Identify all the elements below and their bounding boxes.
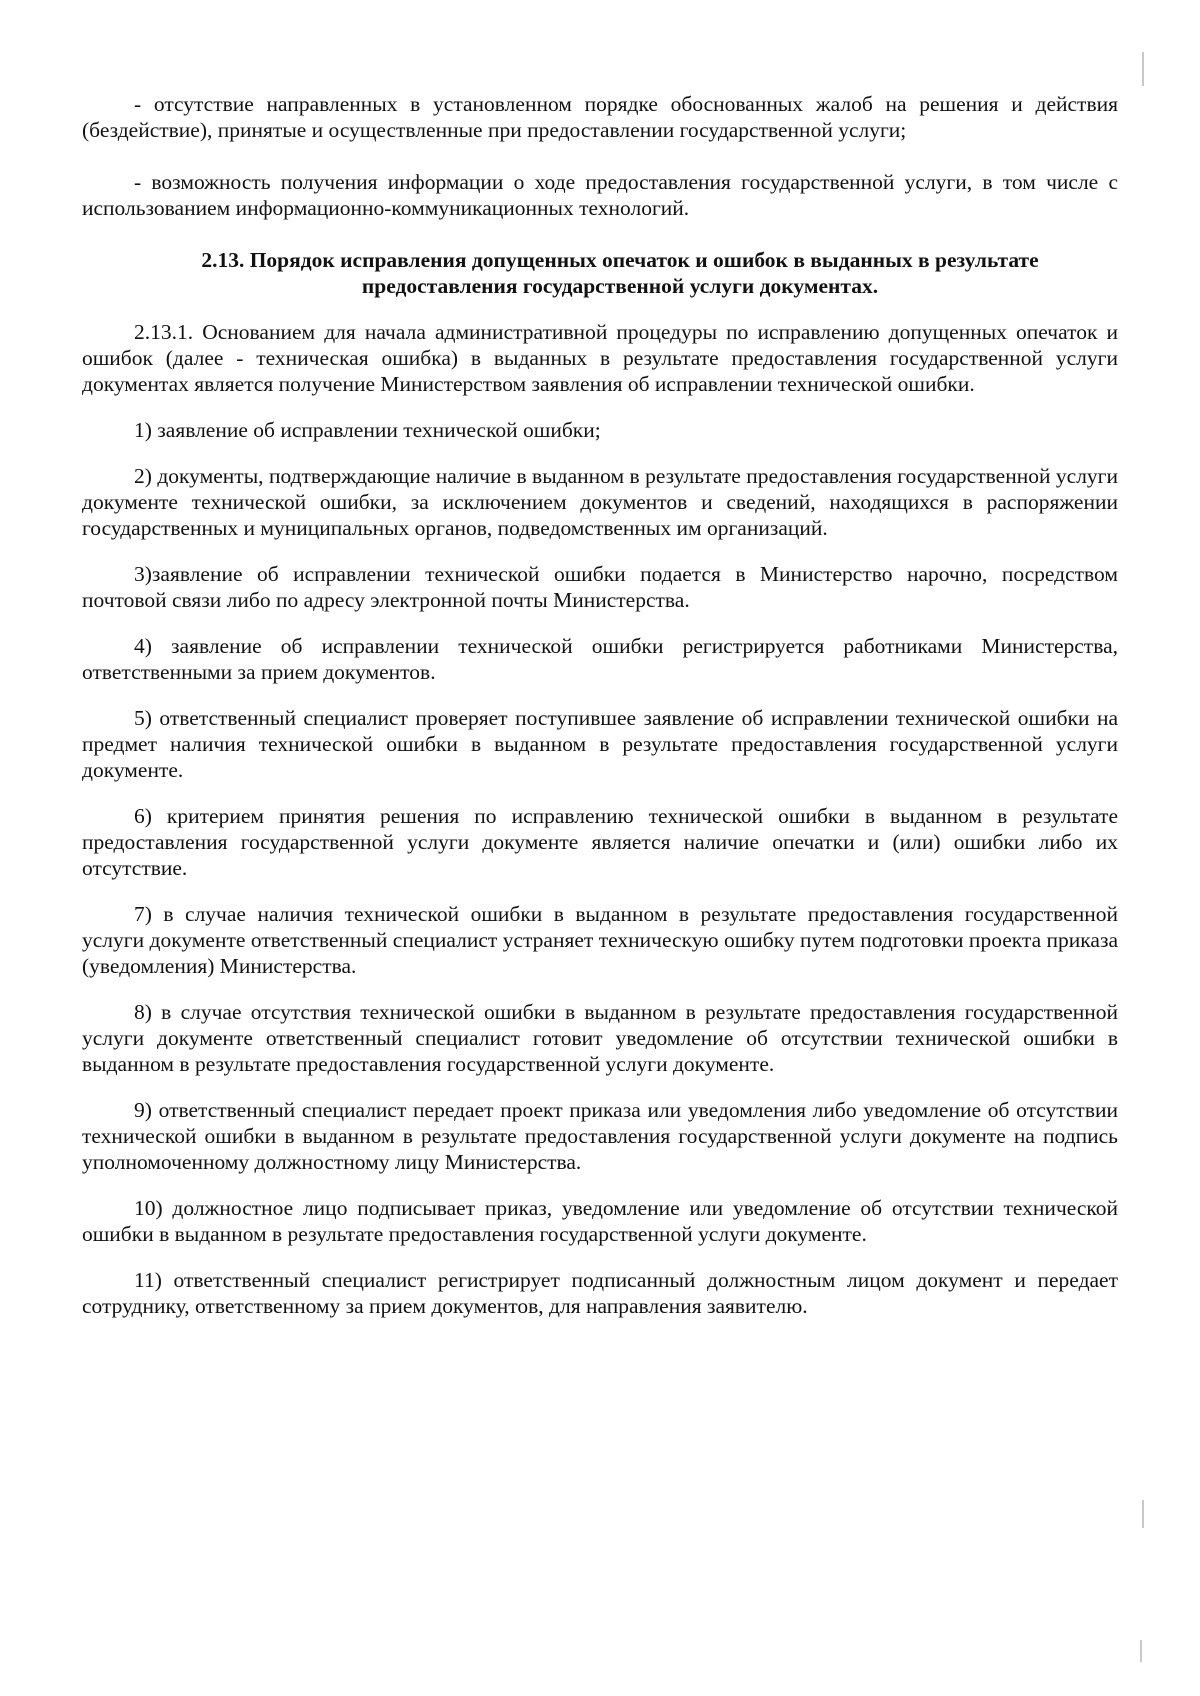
scan-artifact [1140, 1640, 1142, 1662]
list-item-5: 5) ответственный специалист проверяет поступившее заявление об исправлении технической ошибки на предмет наличия технической ошибки в выданном в результате предоставления государственной услуги документе. [82, 706, 1118, 782]
list-item-1: 1) заявление об исправлении технической ошибки; [134, 418, 601, 442]
list-item-4: 4) заявление об исправлении технической ошибки регистрируется работниками Министерства, ответственными за прием документов. [82, 634, 1118, 684]
list-item-11: 11) ответственный специалист регистрирует подписанный должностным лицом документ и передает сотруднику, ответственному за прием документов, для направления заявителю. [82, 1268, 1118, 1318]
list-item-6: 6) критерием принятия решения по исправлению технической ошибки в выданном в результате предоставления государственной услуги документе является наличие опечатки и (или) ошибки либо их отсутствие. [82, 804, 1118, 880]
scan-artifact [1142, 52, 1144, 86]
paragraph-progress-info: - возможность получения информации о ходе предоставления государственной услуги, в том числе с использованием информационно-коммуникационных технологий. [82, 170, 1118, 220]
list-item-10: 10) должностное лицо подписывает приказ, уведомление или уведомление об отсутствии технической ошибки в выданном в результате предоставления государственной услуги документе. [82, 1196, 1118, 1246]
list-item-9: 9) ответственный специалист передает проект приказа или уведомления либо уведомление об отсутствии технической ошибки в выданном в результате предоставления государственной услуги документе на подпись уполномоченному должностному лицу Министерства. [82, 1098, 1118, 1174]
section-heading: 2.13. Порядок исправления допущенных опечаток и ошибок в выданных в результате предоставления государственной услуги документах. [201, 248, 1039, 298]
paragraph-intro: 2.13.1. Основанием для начала административной процедуры по исправлению допущенных опечаток и ошибок (далее - техническая ошибка) в выданных в результате предоставления государственной услуги документах является получение Министерством заявления об исправлении технической ошибки. [82, 320, 1118, 396]
list-item-8: 8) в случае отсутствия технической ошибки в выданном в результате предоставления государственной услуги документе ответственный специалист готовит уведомление об отсутствии технической ошибки в выданном в результате предоставления государственной услуги документе. [82, 1000, 1118, 1076]
list-item-3: 3)заявление об исправлении технической ошибки подается в Министерство нарочно, посредством почтовой связи либо по адресу электронной почты Министерства. [82, 562, 1118, 612]
scan-artifact [1142, 1500, 1144, 1528]
list-item-2: 2) документы, подтверждающие наличие в выданном в результате предоставления государственной услуги документе технической ошибки, за исключением документов и сведений, находящихся в распоряжении государственных и муниципальных органов, подведомственных им организаций. [82, 464, 1118, 540]
document-body [82, 91, 1118, 1319]
paragraph-no-complaints: - отсутствие направленных в установленном порядке обоснованных жалоб на решения и действия (бездействие), принятые и осуществленные при предоставлении государственной услуги; [82, 92, 1118, 142]
list-item-7: 7) в случае наличия технической ошибки в выданном в результате предоставления государственной услуги документе ответственный специалист устраняет техническую ошибку путем подготовки проекта приказа (уведомления) Министерства. [82, 902, 1118, 978]
